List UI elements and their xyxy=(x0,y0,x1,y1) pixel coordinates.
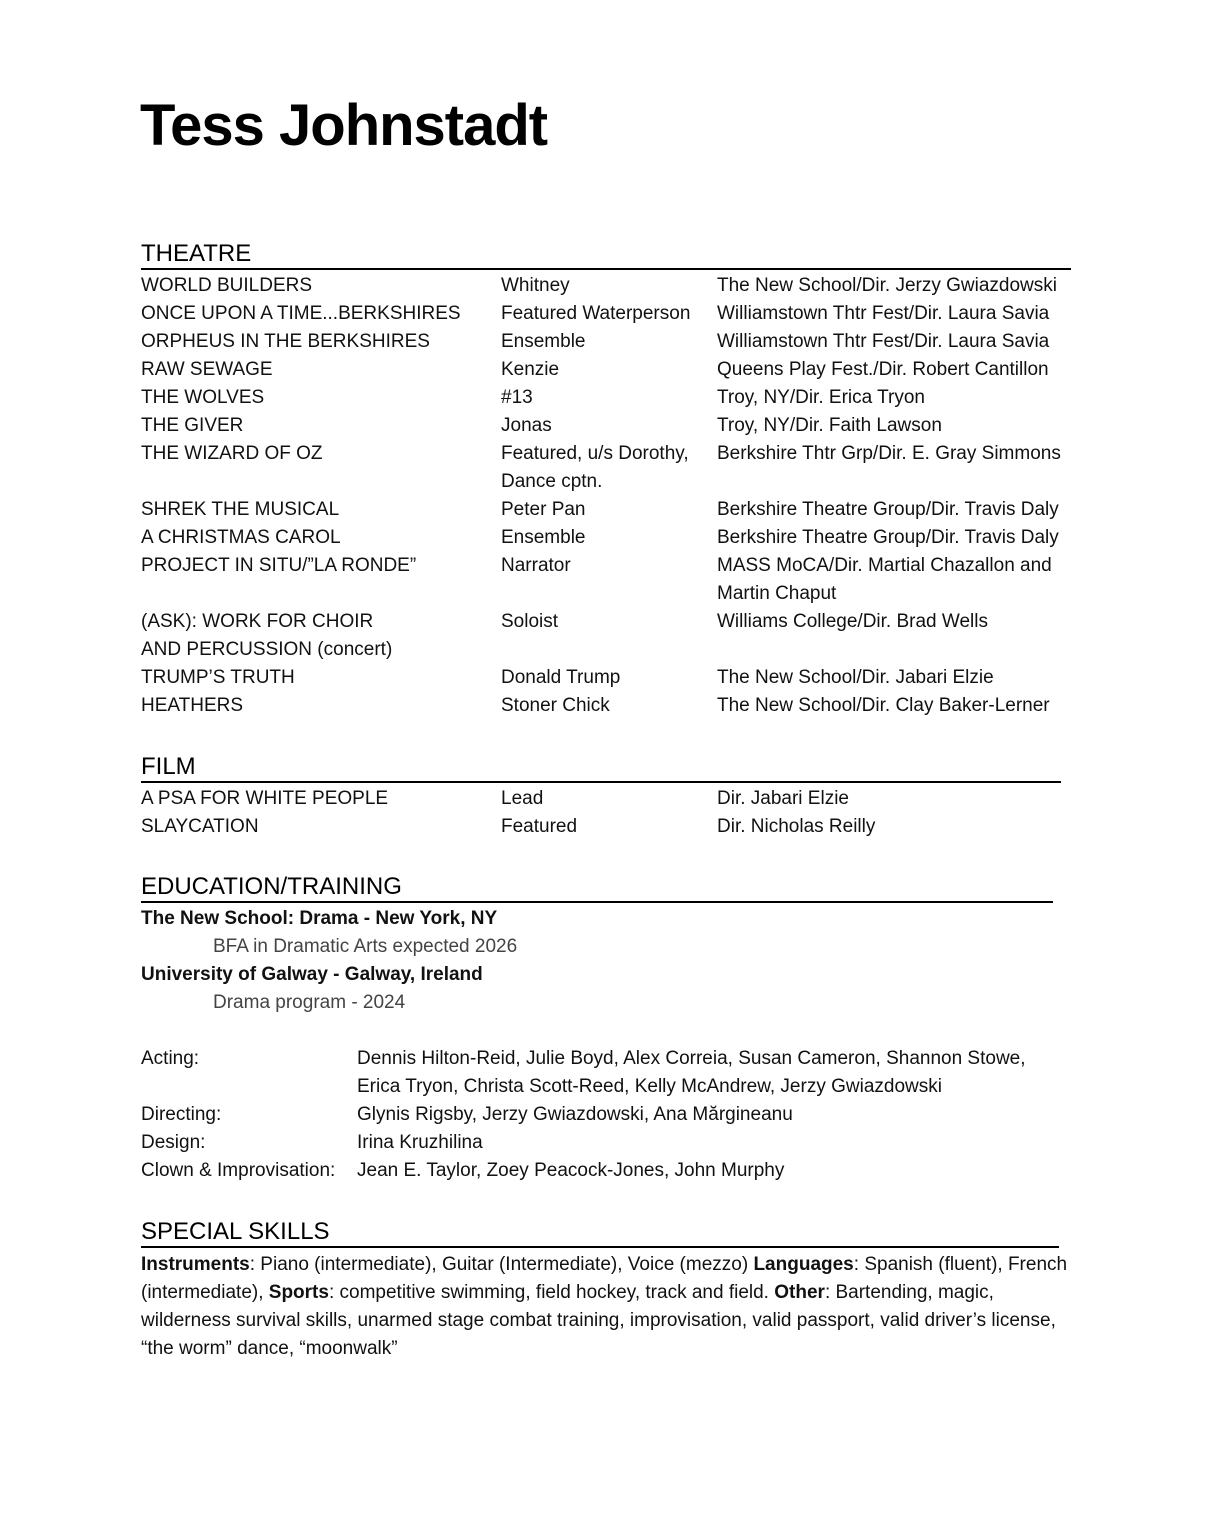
director: Dir. Jabari Elzie xyxy=(717,788,849,809)
production-title: PROJECT IN SITU/”LA RONDE” xyxy=(141,555,417,576)
role: Ensemble xyxy=(501,527,586,548)
production-title: SHREK THE MUSICAL xyxy=(141,499,340,520)
sports-text: : competitive swimming, field hockey, track and field. xyxy=(328,1282,775,1303)
venue-director: The New School/Dir. Jabari Elzie xyxy=(717,667,994,688)
school-detail: BFA in Dramatic Arts expected 2026 xyxy=(213,936,518,957)
training-teachers: Glynis Rigsby, Jerzy Gwiazdowski, Ana Mărgineanu xyxy=(357,1104,793,1125)
venue-director: Berkshire Theatre Group/Dir. Travis Daly xyxy=(717,527,1059,548)
role: Lead xyxy=(501,788,544,809)
venue-director: Williams College/Dir. Brad Wells xyxy=(717,611,988,632)
school-name: The New School: Drama - New York, NY xyxy=(141,908,498,929)
sports-label: Sports xyxy=(268,1282,329,1303)
director: Dir. Nicholas Reilly xyxy=(717,816,876,837)
training-label: Clown & Improvisation: xyxy=(141,1160,336,1181)
role: Kenzie xyxy=(501,359,560,380)
production-title: ORPHEUS IN THE BERKSHIRES xyxy=(141,331,430,352)
languages-text: : Spanish (fluent), French (intermediate), xyxy=(141,1254,1068,1303)
school-name: University of Galway - Galway, Ireland xyxy=(141,964,483,985)
role: Peter Pan xyxy=(501,499,586,520)
production-title: A CHRISTMAS CAROL xyxy=(141,527,341,548)
venue-director: Berkshire Thtr Grp/Dir. E. Gray Simmons xyxy=(717,443,1061,464)
resume-name: Tess Johnstadt xyxy=(140,93,548,158)
training-label: Acting: xyxy=(141,1048,200,1069)
venue-director: Berkshire Theatre Group/Dir. Travis Daly xyxy=(717,499,1059,520)
instruments-label: Instruments xyxy=(141,1254,250,1275)
production-title: RAW SEWAGE xyxy=(141,359,273,380)
production-title: THE GIVER xyxy=(141,415,244,436)
role: Jonas xyxy=(501,415,552,436)
film-title: A PSA FOR WHITE PEOPLE xyxy=(141,788,389,809)
training-teachers: Irina Kruzhilina xyxy=(357,1132,483,1153)
role: Stoner Chick xyxy=(501,695,610,716)
instruments-text: : Piano (intermediate), Guitar (Intermediate), Voice (mezzo) xyxy=(249,1254,754,1275)
venue-director: MASS MoCA/Dir. Martial Chazallon and Martin Chaput xyxy=(717,555,1052,604)
languages-label: Languages xyxy=(753,1254,854,1275)
role: Featured xyxy=(501,816,578,837)
role: #13 xyxy=(501,387,533,408)
training-label: Directing: xyxy=(141,1104,222,1125)
production-title: THE WIZARD OF OZ xyxy=(141,443,323,464)
venue-director: Troy, NY/Dir. Erica Tryon xyxy=(717,387,925,408)
role: Ensemble xyxy=(501,331,586,352)
theatre-heading: THEATRE xyxy=(141,240,1071,270)
role: Featured Waterperson xyxy=(501,303,691,324)
production-title: (ASK): WORK FOR CHOIR AND PERCUSSION (concert) xyxy=(141,611,393,660)
production-title: TRUMP’S TRUTH xyxy=(141,667,295,688)
role: Soloist xyxy=(501,611,559,632)
venue-director: Troy, NY/Dir. Faith Lawson xyxy=(717,415,942,436)
role: Whitney xyxy=(501,275,570,296)
film-title: SLAYCATION xyxy=(141,816,259,837)
venue-director: Williamstown Thtr Fest/Dir. Laura Savia xyxy=(717,331,1050,352)
venue-director: Williamstown Thtr Fest/Dir. Laura Savia xyxy=(717,303,1050,324)
role: Featured, u/s Dorothy, Dance cptn. xyxy=(501,443,689,492)
venue-director: The New School/Dir. Clay Baker-Lerner xyxy=(717,695,1050,716)
venue-director: Queens Play Fest./Dir. Robert Cantillon xyxy=(717,359,1049,380)
education-heading: EDUCATION/TRAINING xyxy=(141,873,1053,903)
venue-director: The New School/Dir. Jerzy Gwiazdowski xyxy=(717,275,1057,296)
film-heading: FILM xyxy=(141,753,1061,783)
production-title: HEATHERS xyxy=(141,695,244,716)
school-detail: Drama program - 2024 xyxy=(213,992,406,1013)
skills-paragraph xyxy=(141,1251,1076,1363)
production-title: THE WOLVES xyxy=(141,387,265,408)
production-title: WORLD BUILDERS xyxy=(141,275,313,296)
role: Narrator xyxy=(501,555,571,576)
other-text: : Bartending, magic, wilderness survival skills, unarmed stage combat training, improvisation, valid passport, valid driver’s license, “the worm” dance, “moonwalk” xyxy=(141,1282,1056,1359)
training-label: Design: xyxy=(141,1132,206,1153)
skills-heading: SPECIAL SKILLS xyxy=(141,1218,1059,1248)
training-teachers: Jean E. Taylor, Zoey Peacock-Jones, John Murphy xyxy=(357,1160,785,1181)
other-label: Other xyxy=(774,1282,825,1303)
training-teachers: Dennis Hilton-Reid, Julie Boyd, Alex Correia, Susan Cameron, Shannon Stowe, Erica Tryon, Christa Scott-Reed, Kelly McAndrew, Jerzy Gwiazdowski xyxy=(357,1048,1026,1097)
production-title: ONCE UPON A TIME...BERKSHIRES xyxy=(141,303,461,324)
role: Donald Trump xyxy=(501,667,621,688)
